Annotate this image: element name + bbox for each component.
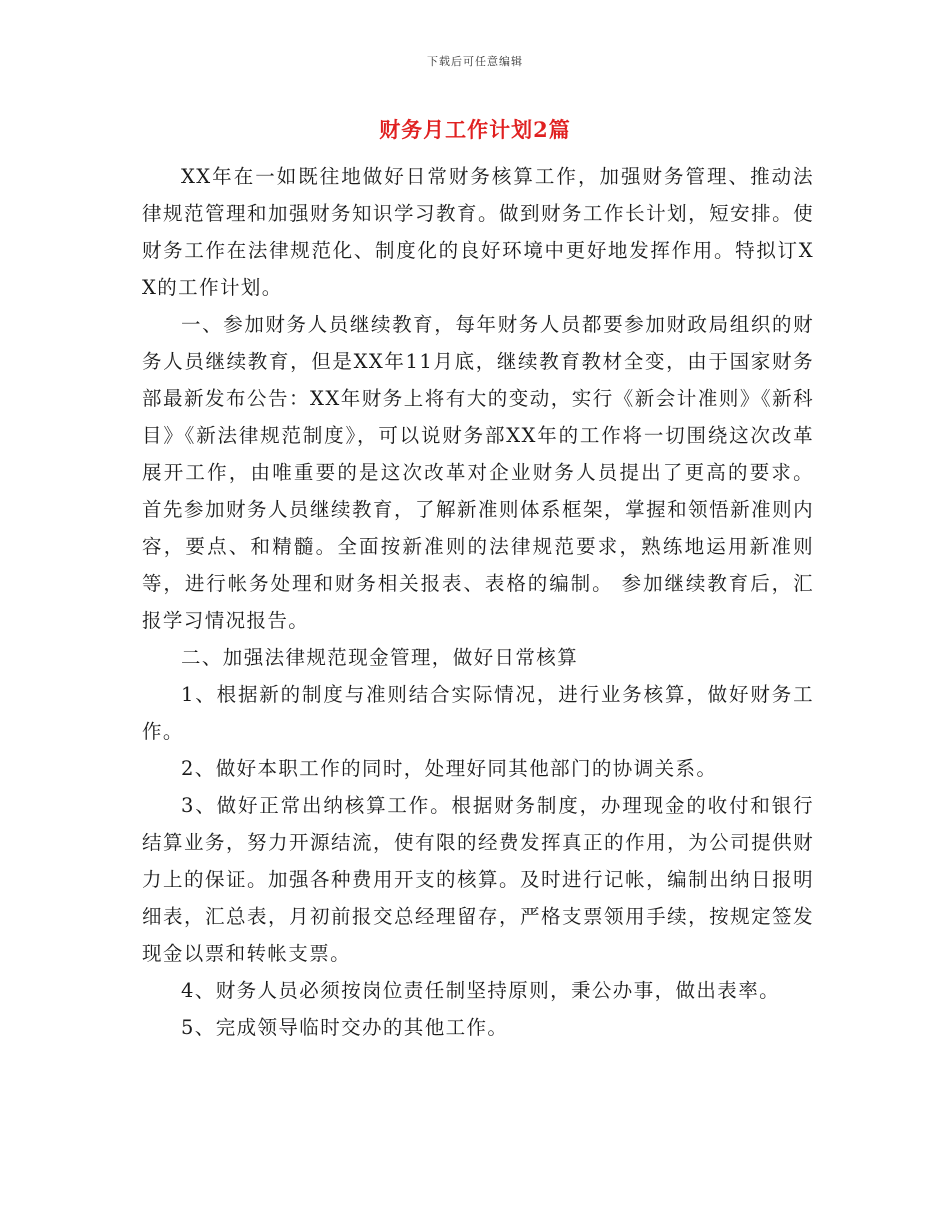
paragraph-item-4: 4、财务人员必须按岗位责任制坚持原则，秉公办事，做出表率。 [181,979,781,1002]
header-note: 下载后可任意编辑 [427,55,523,68]
paragraph-item-1: 1、根据新的制度与准则结合实际情况，进行业务核算，做好财务工作。 [142,683,814,743]
paragraph-item-2: 2、做好本职工作的同时，处理好同其他部门的协调关系。 [181,757,718,780]
paragraph-section-1: 一、参加财务人员继续教育，每年财务人员都要参加财政局组织的财务人员继续教育，但是XX年11月底，继续教育教材全变，由于国家财务部最新发布公告：XX年财务上将有大的变动，实行《新会计准则》《新科目》《新法律规范制度》，可以说财务部XX年的工作将一切围绕这次改革展开工作，由唯重要的是这次改革对企业财务人员提出了更高的要求。 首先参加财务人员继续教育，了解新准则体系框架，掌握和领悟新准则内容，要点、和精髓。全面按新准则的法律规范要求，熟练地运用新准则等，进行帐务处理和财务相关报表、表格的编制。 参加继续教育后，汇报学习情况报告。 [142,313,814,632]
paragraph-item-5: 5、完成领导临时交办的其他工作。 [181,1016,509,1039]
paragraph-intro: XX年在一如既往地做好日常财务核算工作，加强财务管理、推动法律规范管理和加强财务知识学习教育。做到财务工作长计划，短安排。使财务工作在法律规范化、制度化的良好环境中更好地发挥作用。特拟订XX的工作计划。 [142,165,814,299]
document-title: 财务月工作计划2篇 [379,117,571,142]
document-body [142,158,814,1046]
paragraph-item-3: 3、做好正常出纳核算工作。根据财务制度，办理现金的收付和银行结算业务，努力开源结流，使有限的经费发挥真正的作用，为公司提供财力上的保证。加强各种费用开支的核算。及时进行记帐，编制出纳日报明细表，汇总表，月初前报交总经理留存，严格支票领用手续，按规定签发现金以票和转帐支票。 [142,794,814,965]
paragraph-section-2-heading: 二、加强法律规范现金管理，做好日常核算 [181,646,579,669]
